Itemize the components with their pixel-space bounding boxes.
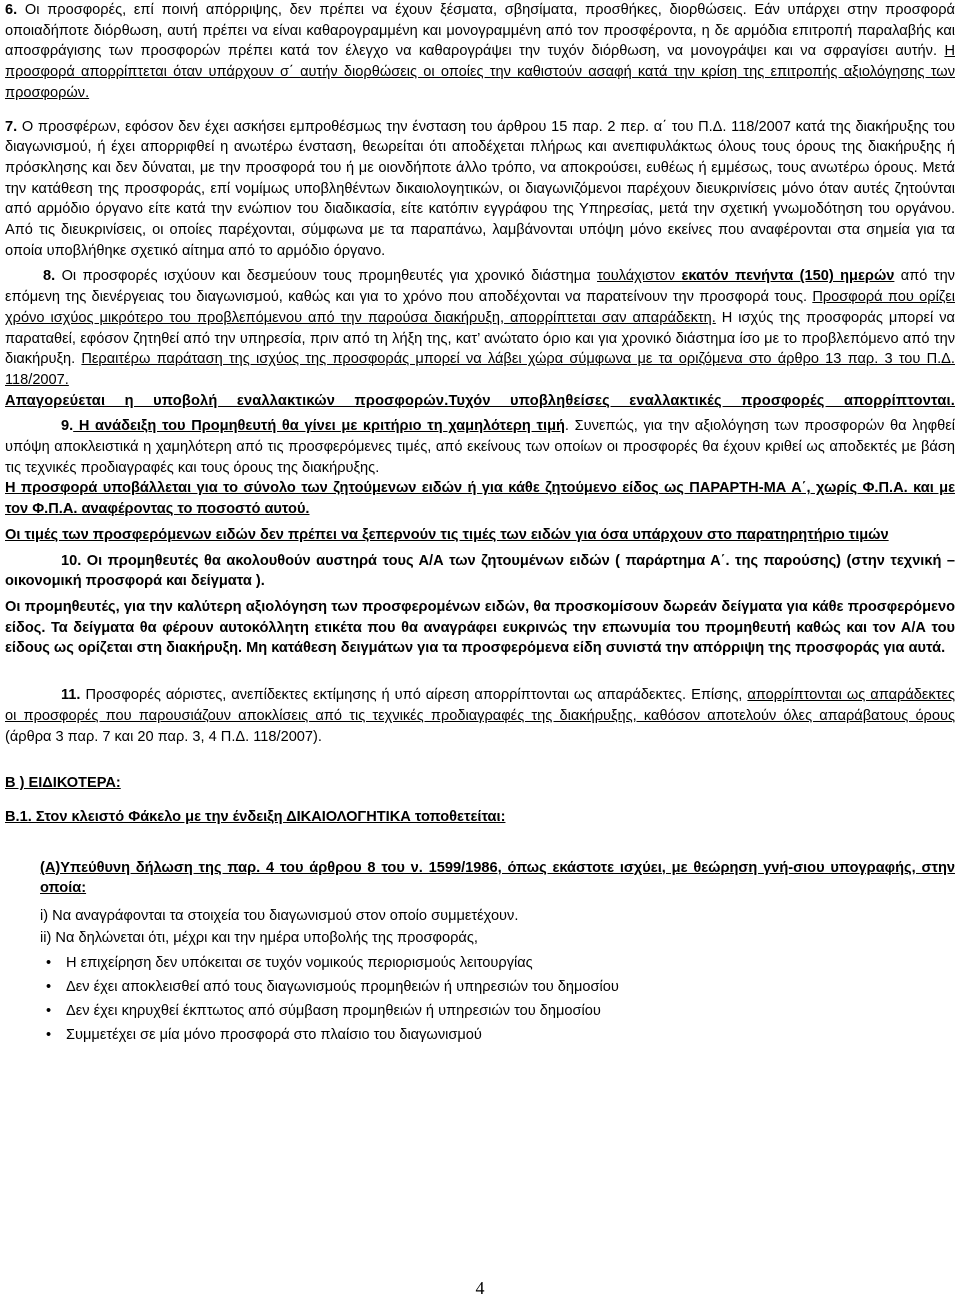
paragraph-8 [5,266,955,390]
paragraph-7 [5,117,955,262]
paragraph-text: Προσφορές αόριστες, ανεπίδεκτες εκτίμησης ή υπό αίρεση απορρίπτονται ως απαράδεκτες. Επίσης, [80,687,748,704]
item-number: 8. [43,268,56,285]
bullet-item: • Δεν έχει αποκλεισθεί από τους διαγωνισμούς προμηθειών ή υπηρεσιών του δημοσίου [40,977,955,998]
roman-item-1: i) Να αναγράφονται τα στοιχεία του διαγωνισμού στον οποίο συμμετέχουν. [40,908,519,925]
underlined-text: Περαιτέρω παράταση της ισχύος της προσφοράς μπορεί να λάβει χώρα σύμφωνα με τα οριζόμενα στο άρθρο 13 παρ. 3 του Π.Δ. 118/2007. [5,351,955,388]
item-number: 7. [5,118,18,135]
section-a-title: (Α)Υπεύθυνη δήλωση της παρ. 4 του άρθρου 8 του ν. 1599/1986, όπως εκάστοτε ισχύει, με θεώρηση γνή-σιου υπογραφής, στην οποία: [40,859,955,897]
item-number: 10. [61,552,82,569]
item-number: 11. [61,687,81,704]
paragraph-9 [5,416,955,478]
paragraph-6 [5,0,955,104]
paragraph-text: (άρθρα 3 παρ. 7 και 20 παρ. 3, 4 Π.Δ. 118/2007). [5,728,322,745]
paragraph-text: . Συνεπώς, για την αξιολόγηση των προσφορών θα ληφθεί υπόψη αποκλειστικά η χαμηλότερη από τις προσφερόμενες τιμές, από εκείνους των οποίων οι προσφορές θα έχουν κριθεί ως αποδεκτές με βάση τις τεχνικές προδιαγραφές και τους όρους της διακήρυξης. [5,418,955,476]
underlined-text: Προσφορά που ορίζει χρόνο ισχύος μικρότερο του προβλεπόμενου από την παρούσα διακήρυξη, απορρίπτεται σαν απαράδεκτη. [5,289,955,326]
bold-underlined-text: εκατόν πενήντα (150) ημερών [681,268,895,285]
page-number: 4 [475,1278,485,1298]
section-b-title: Β ) ΕΙΔΙΚΟΤΕΡΑ: [5,775,121,792]
samples-note: Οι προμηθευτές, για την καλύτερη αξιολόγηση των προσφερομένων ειδών, θα προσκομίσουν δωρεάν δείγματα για κάθε προσφερόμενο είδος. Τα δείγματα θα φέρουν αυτοκόλλητη ετικέτα που θα αναγράφει ευκρινώς την επωνυμία του προμηθευτή καθώς και τον Α/Α του είδους ως ορίζεται στη διακήρυξη. Μη κατάθεση δειγμάτων για τα προσφερόμενα είδη συνιστά την απόρριψη της προσφοράς για αυτά. [5,598,955,657]
roman-number: i) [40,908,49,925]
paragraph-10 [5,551,955,592]
bullet-item: • Δεν έχει κηρυχθεί έκπτωτος από σύμβαση προμηθειών ή υπηρεσιών του δημοσίου [40,1001,955,1022]
item-number: 9. [61,418,74,435]
roman-item-2: ii) Να δηλώνεται ότι, μέχρι και την ημέρα υποβολής της προσφοράς, [40,930,478,947]
bold-underlined-text: Η ανάδειξη του Προμηθευτή θα γίνει με κριτήριο τη χαμηλότερη τιμή [73,418,565,435]
paragraph-text: Οι προσφορές ισχύουν και δεσμεύουν τους προμηθευτές για χρονικό διάστημα [55,268,598,285]
paragraph-text: από την επόμενη της διενέργειας του διαγωνισμού, καθώς και για το χρόνο που αποδέχονται να παρατείνουν την προσφορά τους. [5,268,955,306]
paragraph-text: Η ισχύς της προσφοράς μπορεί να παραταθεί, εφόσον ζητηθεί από την υπηρεσία, πριν από τη λήξη της, κατ’ ανώτατο όριο και για χρονικό διάστημα ίσο με το προβλεπόμενο από την διακήρυξη. [5,309,955,368]
paragraph-11 [5,685,955,747]
section-b1-title: Β.1. Στον κλειστό Φάκελο με την ένδειξη ΔΙΚΑΙΟΛΟΓΗΤΙΚΑ τοποθετείται: [5,808,506,825]
underlined-text: απορρίπτονται ως απαράδεκτες οι προσφορές που παρουσιάζουν αποκλίσεις από τις τεχνικές προδιαγραφές της διακήρυξης, καθόσον αποτελούν όλες απαράβατους όρους [5,687,955,724]
bullet-item: • Συμμετέχει σε μία μόνο προσφορά στο πλαίσιο του διαγωνισμού [40,1025,955,1046]
item-number: 6. [5,2,18,18]
underlined-text: τουλάχιστον [597,268,682,285]
paragraph-text: Οι προσφορές, επί ποινή απόρριψης, δεν πρέπει να έχουν ξέσματα, σβησίματα, προσθήκες, διορθώσεις. Εάν υπάρχει στην προσφορά οποιαδήποτε διόρθωση, αυτή πρέπει να είναι καθαρογραμμένη και μονογραμμένη από τον προσφέροντα, η δε αρμόδια επιτροπή παραλαβής και αποσφράγισης των προσφορών πρέπει κατά τον έλεγχο να καθαρογράψει την τυχόν διόρθωση, να μονογράψει και να σφραγίσει αυτήν. [5,2,955,60]
roman-list [5,905,955,949]
price-observatory-note: Οι τιμές των προσφερόμενων ειδών δεν πρέπει να ξεπερνούν τις τιμές των ειδών για όσα υπάρχουν στο παρατηρητήριο τιμών [5,526,889,543]
alternative-offers-note: Απαγορεύεται η υποβολή εναλλακτικών προσφορών.Τυχόν υποβληθείσες εναλλακτικές προσφορές απορρίπτονται. [5,392,956,409]
paragraph-text: Οι προμηθευτές θα ακολουθούν αυστηρά τους Α/Α των ζητουμένων ειδών ( παράρτημα Α΄. της παρούσης) (στην τεχνική –οικονομική προσφορά και δείγματα ). [5,552,955,590]
underlined-text: Η προσφορά απορρίπτεται όταν υπάρχουν σ΄ αυτήν διορθώσεις οι οποίες την καθιστούν ασαφή κατά την κρίση της επιτροπής αξιολόγησης των προσφορών. [5,43,955,101]
paragraph-text: Ο προσφέρων, εφόσον δεν έχει ασκήσει εμπροθέσμως την ένσταση του άρθρου 15 παρ. 2 περ. α΄ του Π.Δ. 118/2007 κατά της διακήρυξης του διαγωνισμού, ή έχει απορριφθεί η ανωτέρω ένσταση, θεωρείται ότι αποδέχεται πλήρως και ανεπιφυλάκτως όλους τους όρους της διακήρυξης ή πρόσκλησης και δεν δύναται, με την προσφορά του ή με οιονδήποτε άλλο τρόπο, να αποκρούσει, ευθέως ή εμμέσως, τους ανωτέρω όρους. Μετά την κατάθεση της προσφοράς, επί νομίμως υποβληθέντων δικαιολογητικών, οι διαγωνιζόμενοι παρέχουν διευκρινίσεις μόνο όταν αυτές ζητούνται από αρμόδιο όργανο είτε κατά την ενώπιον του διαδικασία, είτε κατόπιν εγγράφου της Υπηρεσίας, μετά την σχετική γνωμοδότηση του οργάνου. Από τις διευκρινίσεις, οι οποίες παρέχονται, σύμφωνα με τα παραπάνω, λαμβάνονται υπόψη μόνο εκείνες που αναφέρονται στα σημεία για τα οποία υποβλήθηκε σχετικό αίτημα από το αρμόδιο όργανο. [5,118,955,259]
declaration-bullets [5,953,955,1046]
annex-note: Η προσφορά υποβάλλεται για το σύνολο των ζητούμενων ειδών ή για κάθε ζητούμενο είδος ως ΠΑΡΑΡΤΗ-ΜΑ Α΄, χωρίς Φ.Π.Α. και με τον Φ.Π.Α. αναφέροντας το ποσοστό αυτού. [5,480,955,518]
roman-number: ii) [40,930,52,947]
bullet-item: • Η επιχείρηση δεν υπόκειται σε τυχόν νομικούς περιορισμούς λειτουργίας [40,953,955,974]
